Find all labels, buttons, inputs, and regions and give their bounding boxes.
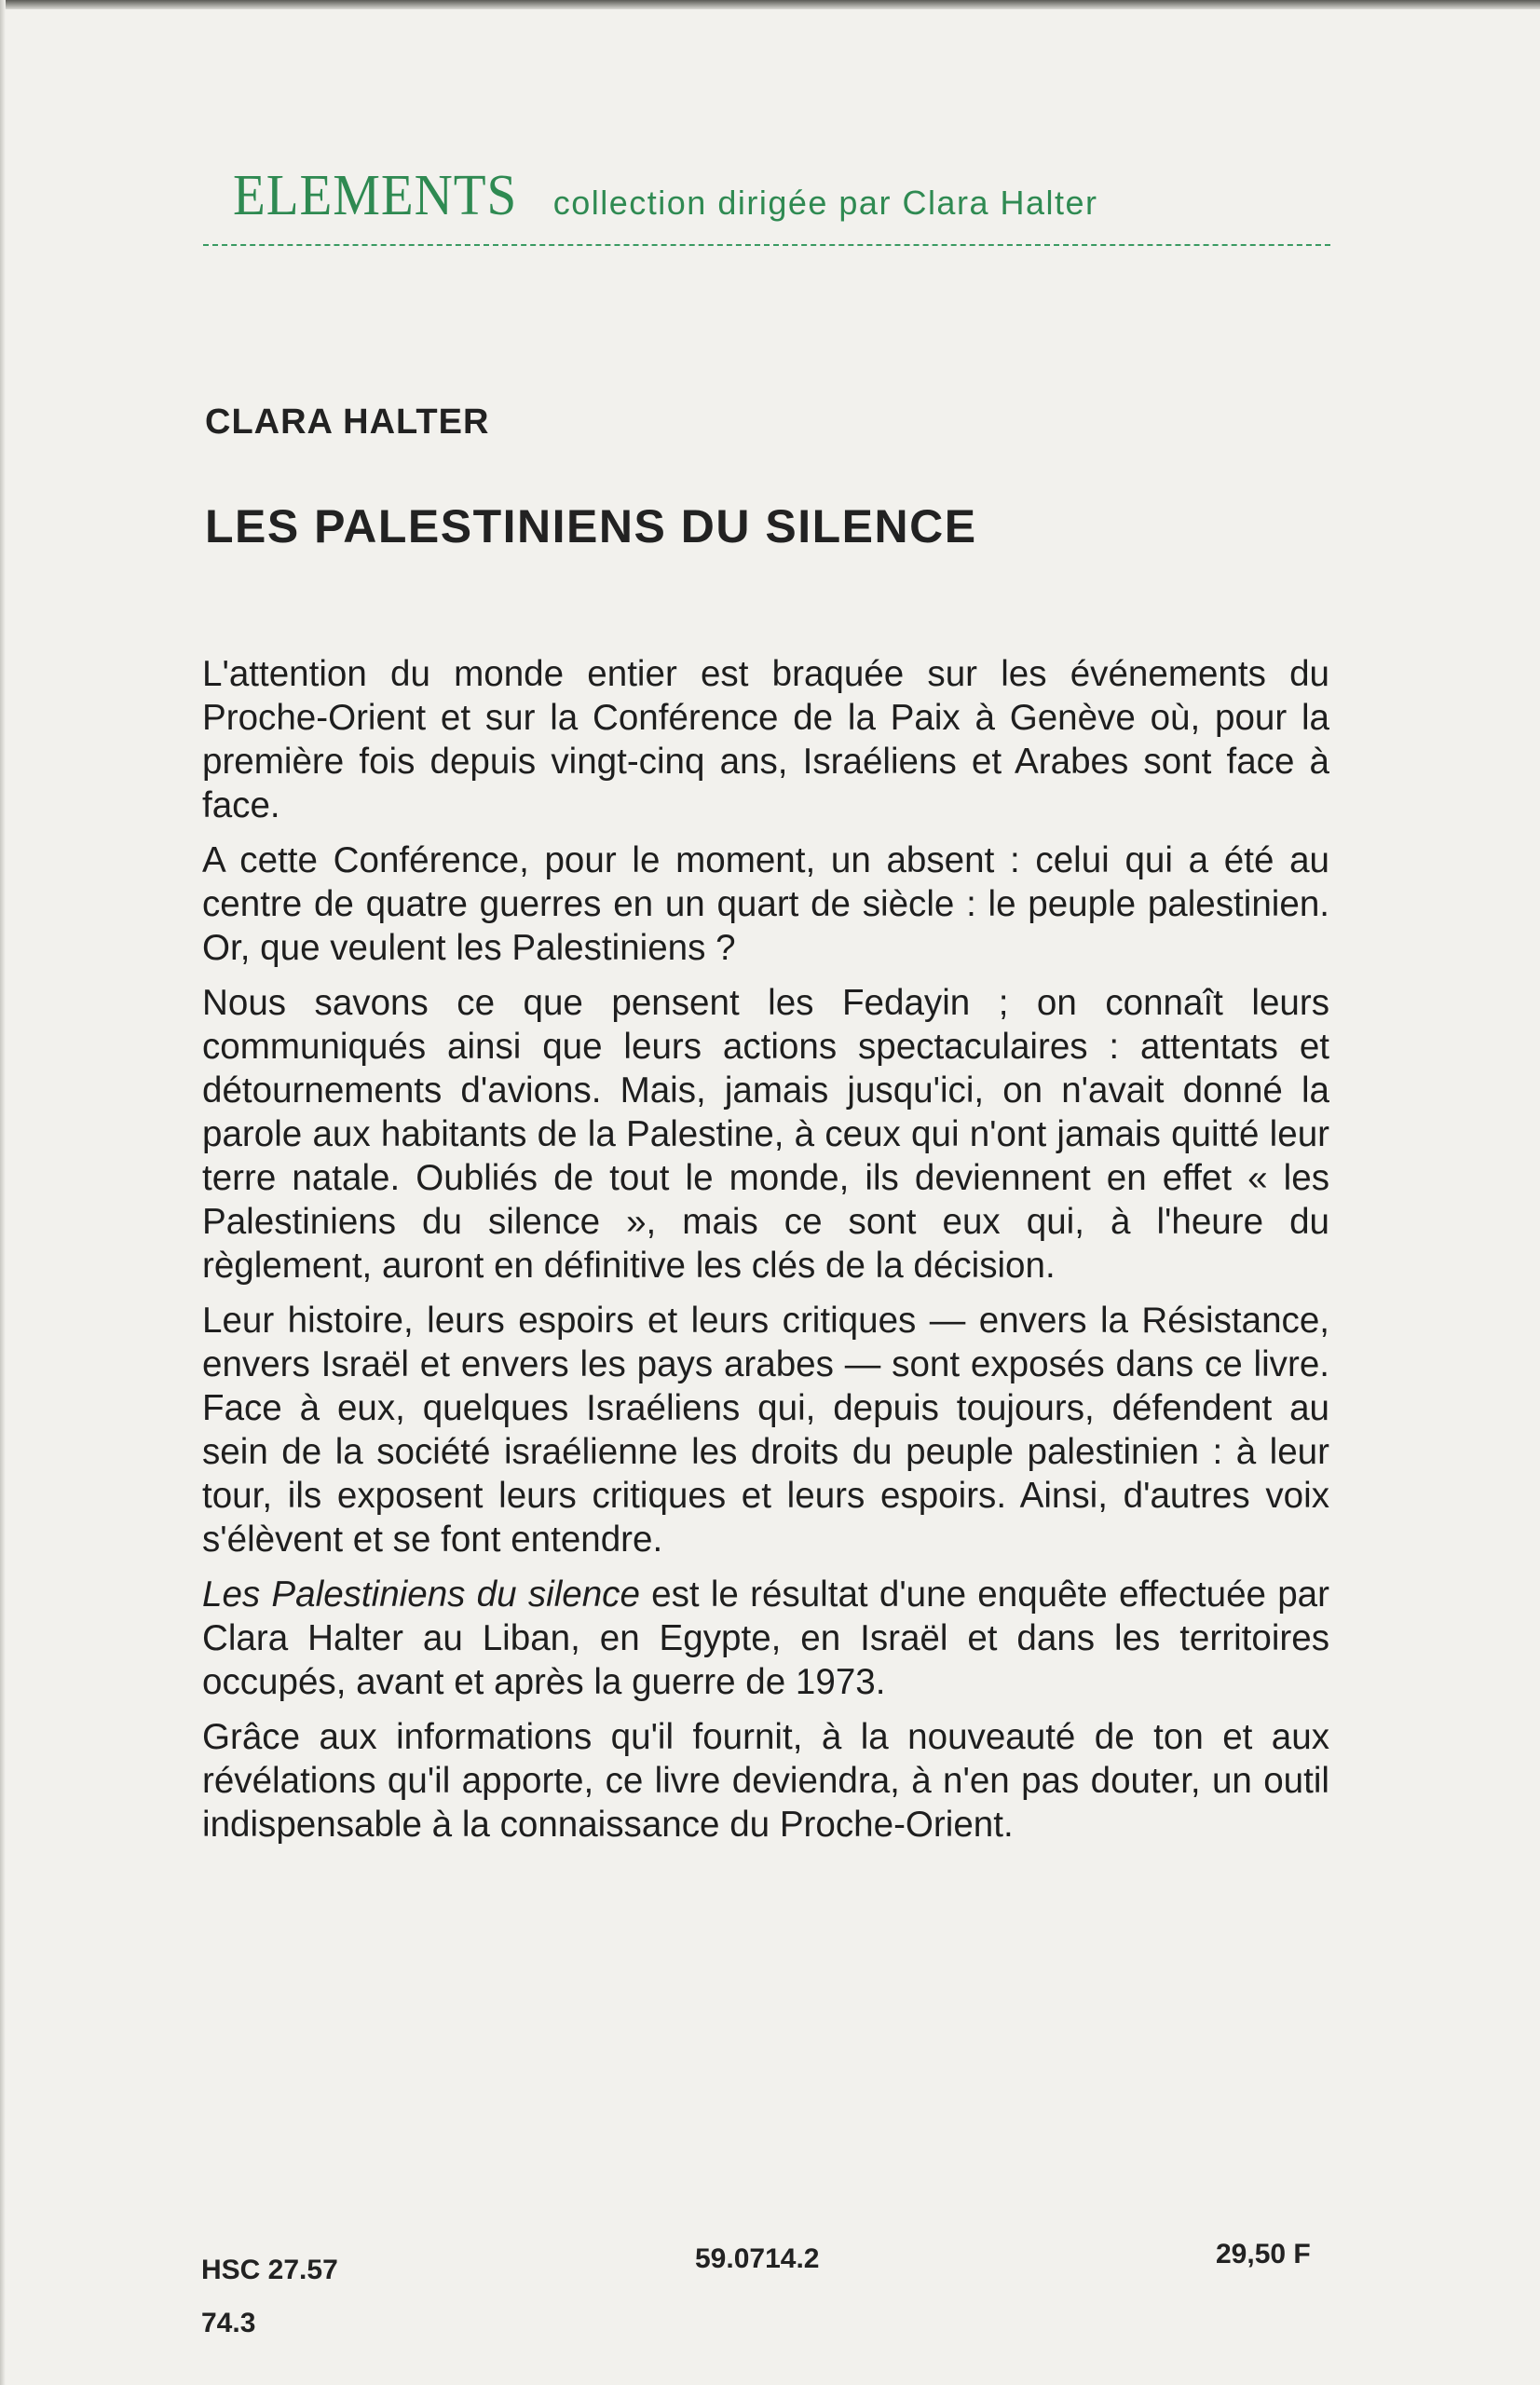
series-header [233, 163, 1098, 229]
catalog-code: HSC 27.57 [201, 2255, 338, 2285]
print-code: 74.3 [201, 2308, 256, 2338]
blurb-paragraph-6: Grâce aux informations qu'il fournit, à la nouveauté de ton et aux révélations qu'il apporte, ce livre deviendra, à n'en pas douter, un outil indispensable à la connaissance du Proche-Orient. [202, 1717, 1329, 1845]
series-divider [203, 244, 1330, 246]
blurb-paragraph-5 [202, 1573, 1329, 1704]
blurb-paragraph-2: A cette Conférence, pour le moment, un absent : celui qui a été au centre de quatre guerres en un quart de siècle : le peuple palestinien. Or, que veulent les Palestiniens ? [202, 840, 1329, 968]
price-label: 29,50 F [1216, 2239, 1311, 2269]
page-top-edge [0, 0, 1540, 9]
blurb-paragraph-1: L'attention du monde entier est braquée sur les événements du Proche-Orient et sur la Conférence de la Paix à Genève où, pour la première fois depuis vingt-cinq ans, Israéliens et Arabes sont face à face. [202, 654, 1329, 825]
blurb-paragraph-3: Nous savons ce que pensent les Fedayin ; on connaît leurs communiqués ainsi que leurs actions spectaculaires : attentats et détournements d'avions. Mais, jamais jusqu'ici, on n'avait donné la parole aux habitants de la Palestine, à ceux qui n'ont jamais quitté leur terre natale. Oubliés de tout le monde, ils deviennent en effet « les Palestiniens du silence », mais ce sont eux qui, à l'heure du règlement, auront en définitive les clés de la décision. [202, 983, 1329, 1286]
back-cover-blurb [202, 652, 1329, 1858]
book-title: LES PALESTINIENS DU SILENCE [205, 500, 977, 552]
page-left-edge [0, 0, 6, 2385]
series-editor: collection dirigée par Clara Halter [552, 184, 1098, 222]
series-name: ELEMENTS [233, 164, 518, 227]
reference-number: 59.0714.2 [695, 2243, 820, 2274]
blurb-book-title: Les Palestiniens du silence [202, 1574, 640, 1615]
blurb-paragraph-4: Leur histoire, leurs espoirs et leurs critiques — envers la Résistance, envers Israël et envers les pays arabes — sont exposés dans ce livre. Face à eux, quelques Israéliens qui, depuis toujours, défendent au sein de la société israélienne les droits du peuple palestinien : à leur tour, ils exposent leurs critiques et leurs espoirs. Ainsi, d'autres voix s'élèvent et se font entendre. [202, 1301, 1329, 1560]
author-name: CLARA HALTER [205, 402, 490, 442]
blurb-paragraph-5-text: est le résultat d'une enquête effectuée par Clara Halter au Liban, en Egypte, en Israël et dans les territoires occupés, avant et après la guerre de 1973. [202, 1574, 1329, 1702]
